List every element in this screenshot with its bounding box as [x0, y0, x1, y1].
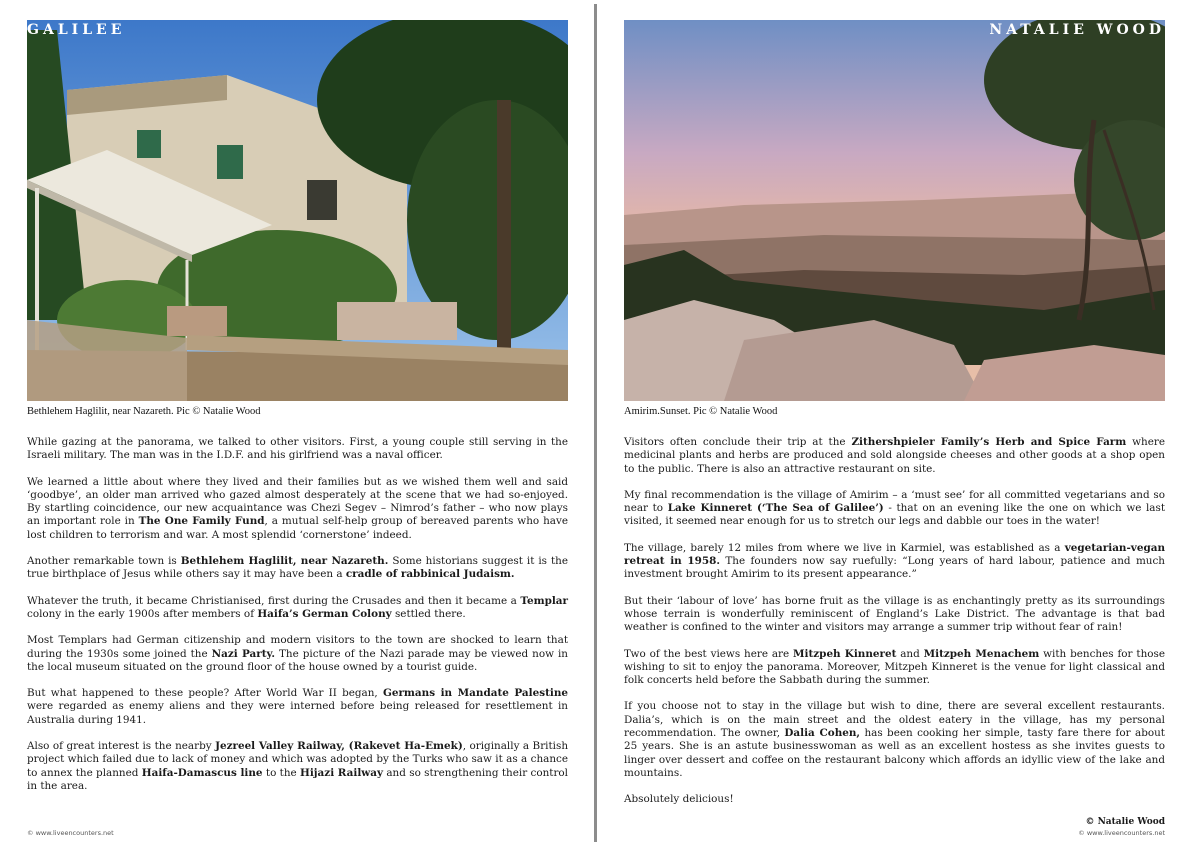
paragraph — [624, 595, 1165, 635]
footer-website-right: © www.liveencounters.net — [1078, 829, 1165, 837]
bold-text: Jezreel Valley Railway, (Rakevet Ha-Emek) — [215, 740, 463, 753]
photo-bethlehem-haglilit — [27, 20, 568, 401]
paragraph — [27, 436, 568, 463]
text-run: with benches for those wishing to sit to enjoy the panorama. Moreover, Mitzpeh Kinneret is the venue for light classical and folk concerts held before the Sabbath during the summer. — [624, 647, 1165, 687]
text-run: If you choose not to stay in the village but wish to dine, there are several excellent restaurants. Dalia’s, which is on the main street and the oldest eatery in the village, has my personal recommendation. The owner, — [624, 700, 1165, 740]
text-run: and — [896, 647, 924, 660]
text-run: Two of the best views here are — [624, 647, 794, 660]
bold-text: Dalia Cohen, — [784, 727, 861, 740]
paragraph — [624, 489, 1165, 529]
text-run: Visitors often conclude their trip at the — [624, 436, 852, 448]
text-run: But what happened to these people? After World War II began, — [27, 687, 383, 700]
paragraph — [624, 700, 1165, 780]
bold-text: Mitzpeh Menachem — [923, 647, 1040, 660]
text-run: Most Templars had German citizenship and modern visitors to the town are shocked to learn that during the 1930s some joined the — [27, 634, 568, 660]
text-run: - that on an evening like the one on which we last visited, it seemed near enough for us to stretch our legs and dabble our toes in the water! — [624, 502, 1166, 528]
bold-text: Templar — [520, 594, 568, 607]
paragraph — [27, 634, 568, 674]
text-run: where medicinal plants and herbs are produced and sold alongside cheeses and other goods at a shop open to the public. There is also an attractive restaurant on site. — [624, 436, 1165, 475]
footer-website-left: © www.liveencounters.net — [27, 829, 114, 837]
bold-text: Nazi Party. — [211, 647, 275, 660]
bold-text: Germans in Mandate Palestine — [382, 687, 568, 700]
text-run: The village, barely 12 miles from where we live in Karmiel, was established as a — [624, 541, 1065, 554]
left-page — [0, 0, 595, 842]
text-run: , a mutual self-help group of bereaved parents who have lost children to terrorism and war. A most splendid ‘cornerstone’ indeed. — [27, 515, 568, 541]
paragraph — [27, 476, 568, 542]
text-run: While gazing at the panorama, we talked to other visitors. First, a young couple still serving in the Israeli military. The man was in the I.D.F. and his girlfriend was a naval officer. — [27, 436, 568, 462]
bold-text: The One Family Fund — [138, 515, 265, 528]
text-run: Also of great interest is the nearby — [27, 740, 216, 753]
text-run: Whatever the truth, it became Christianised, first during the Crusades and then it became a — [27, 594, 521, 607]
text-run: , originally a British project which failed due to lack of money and which was adopted by the Turks who saw it as a chance to annex the planned — [27, 740, 569, 779]
right-page — [597, 0, 1191, 842]
paragraph — [27, 687, 568, 727]
bold-text: Lake Kinneret (‘The Sea of Galilee’) — [667, 502, 884, 515]
text-run: We learned a little about where they lived and their families but as we wished them well and said ‘goodbye’, an older man arrived who gazed almost desperately at the scene that we had so-enjoyed. By startling coincidence, our new acquaintance was Chezi Segev – Nimrod’s father – who now plays an important role in — [27, 475, 568, 528]
author-credit: © Natalie Wood — [1085, 817, 1165, 827]
text-run: colony in the early 1900s after members of — [27, 607, 258, 620]
text-run: settled there. — [391, 607, 466, 620]
text-run: The founders now say ruefully: “Long years of hard labour, patience and much investment brought Amirim to its present appearance.” — [624, 555, 1165, 581]
text-run: The picture of the Nazi parade may be viewed now in the local museum situated on the ground floor of the house owned by a tourist guide. — [27, 647, 568, 673]
text-run: Some historians suggest it is the true birthplace of Jesus while others say it may have been a — [27, 555, 568, 581]
text-run: Another remarkable town is — [27, 555, 181, 568]
bold-text: vegetarian-vegan retreat in 1958. — [624, 541, 1165, 568]
paragraph — [27, 595, 568, 622]
section-label-galilee: GALILEE — [27, 22, 126, 38]
bold-text: Hijazi Railway — [300, 766, 384, 779]
text-run: has been cooking her simple, tasty fare there for about 25 years. She is an astute businesswoman as well as an excellent hostess as she invites guests to linger over dessert and coffee on the restaurant balcony which affords an idyllic view of the lake and mountains. — [624, 727, 1165, 779]
bold-text: Bethlehem Haglilit, near Nazareth. — [180, 555, 389, 568]
text-run: But their ‘labour of love’ has borne fruit as the village is as enchantingly pretty as its surroundings whose terrain is wonderfully reminiscent of England’s Lake District. The advantage is that bad weather is confined to the winter and visitors may arrange a summer trip without fear of rain! — [624, 594, 1165, 634]
text-run: were regarded as enemy aliens and they were interned before being released for resettlement in Australia during 1941. — [27, 700, 568, 726]
article-body-left — [27, 436, 568, 806]
bold-text: Haifa’s German Colony — [257, 607, 392, 620]
text-run: My final recommendation is the village of Amirim – a ‘must see’ for all committed vegetarians and so near to — [624, 488, 1165, 515]
paragraph — [624, 793, 1165, 806]
paragraph — [624, 436, 1165, 476]
photo-caption-right: Amirim.Sunset. Pic © Natalie Wood — [624, 406, 778, 417]
bold-text: cradle of rabbinical Judaism. — [345, 568, 515, 581]
photo-caption-left: Bethlehem Haglilit, near Nazareth. Pic © Natalie Wood — [27, 406, 261, 417]
paragraph — [624, 648, 1165, 688]
text-run: Absolutely delicious! — [624, 793, 734, 806]
section-label-author: NATALIE WOOD — [989, 22, 1165, 38]
article-body-right — [624, 436, 1165, 820]
paragraph — [624, 542, 1165, 582]
paragraph — [27, 740, 568, 793]
text-run: to the — [262, 766, 301, 779]
bold-text: Zithershpieler Family’s Herb and Spice Farm — [851, 436, 1127, 448]
paragraph — [27, 555, 568, 582]
text-run: and so strengthening their control in the area. — [27, 766, 568, 792]
photo-amirim-sunset — [624, 20, 1165, 401]
bold-text: Mitzpeh Kinneret — [793, 647, 897, 660]
bold-text: Haifa-Damascus line — [141, 766, 263, 779]
